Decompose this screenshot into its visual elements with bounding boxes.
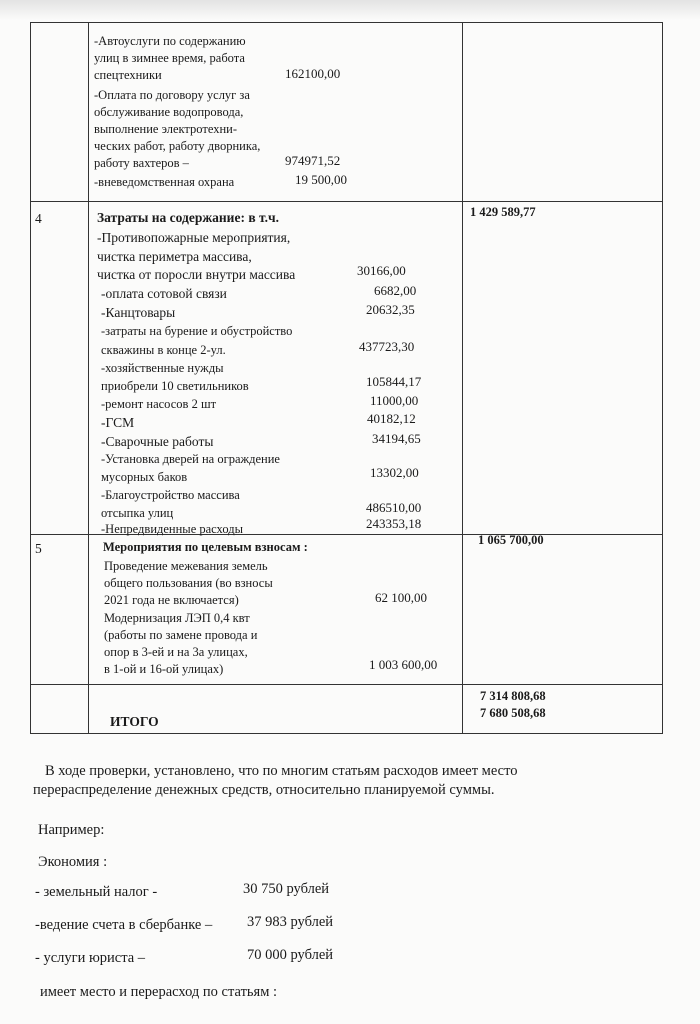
item-amount: 19 500,00: [295, 172, 347, 187]
item-line: -оплата сотовой связи: [101, 286, 227, 301]
total-label: ИТОГО: [110, 714, 159, 729]
total-value-1: 7 314 808,68: [480, 689, 546, 703]
item-line: -Сварочные работы: [101, 434, 214, 449]
item-line: обслуживание водопровода,: [94, 105, 244, 119]
item-line: -Благоустройство массива: [101, 488, 240, 502]
item-line: чистка от поросли внутри массива: [97, 267, 296, 282]
item-line: -ремонт насосов 2 шт: [101, 397, 217, 411]
example-label: Например:: [38, 822, 105, 838]
item-line: -Автоуслуги по содержанию: [94, 34, 246, 48]
item-amount: 20632,35: [366, 302, 415, 317]
item-line: мусорных баков: [101, 470, 188, 484]
item-line: -затраты на бурение и обустройство: [101, 324, 293, 338]
item-amount: 162100,00: [285, 66, 341, 81]
item-line: улиц в зимнее время, работа: [94, 51, 245, 65]
row-title: Затраты на содержание: в т.ч.: [97, 210, 279, 225]
item-amount: 30166,00: [357, 263, 406, 278]
item-amount: 6682,00: [374, 283, 417, 298]
item-amount: 1 003 600,00: [369, 657, 438, 672]
item-line: опор в 3-ей и на 3а улицах,: [104, 645, 248, 659]
finding-line: перераспределение денежных средств, относительно планируемой суммы.: [33, 782, 495, 798]
item-line: -Установка дверей на ограждение: [101, 452, 280, 466]
row-title: Мероприятия по целевым взносам :: [103, 540, 308, 554]
item-amount: 62 100,00: [375, 590, 427, 605]
finding-line: В ходе проверки, установлено, что по многим статьям расходов имеет место: [45, 763, 518, 779]
scan-shading: [0, 0, 700, 20]
item-line: ческих работ, работу дворника,: [94, 139, 261, 153]
item-line: -Противопожарные мероприятия,: [97, 230, 291, 245]
economy-label: Экономия :: [38, 854, 108, 870]
item-line: приобрели 10 светильников: [101, 379, 249, 393]
item-amount: 40182,12: [367, 411, 416, 426]
table-border-total-col: [462, 22, 463, 734]
land-tax-value: 30 750 рублей: [243, 881, 330, 897]
item-amount: 486510,00: [366, 500, 422, 515]
item-line: -ГСМ: [101, 415, 135, 430]
item-line: -хозяйственные нужды: [101, 361, 224, 375]
row-separator-total: [30, 684, 663, 685]
total-value-2: 7 680 508,68: [480, 706, 546, 720]
item-amount: 243353,18: [366, 516, 422, 531]
table-border-top: [30, 22, 663, 23]
row-number: 5: [35, 541, 42, 556]
item-line: -Оплата по договору услуг за: [94, 88, 250, 102]
item-amount: 105844,17: [366, 374, 422, 389]
item-line: отсыпка улиц: [101, 506, 174, 520]
lawyer-value: 70 000 рублей: [247, 947, 334, 963]
table-border-right: [662, 22, 663, 734]
item-line: в 1-ой и 16-ой улицах): [104, 662, 224, 676]
overspend-label: имеет место и перерасход по статьям :: [40, 984, 278, 1000]
row-total: 1 065 700,00: [478, 533, 544, 547]
item-line: 2021 года не включается): [104, 593, 239, 607]
item-line: спецтехники: [94, 68, 162, 82]
item-line: -вневедомственная охрана: [94, 175, 235, 189]
item-line: (работы по замене провода и: [104, 628, 258, 642]
bank-label: -ведение счета в сбербанке –: [35, 917, 213, 933]
item-line: выполнение электротехни-: [94, 122, 238, 136]
table-border-left: [30, 22, 31, 734]
item-amount: 13302,00: [370, 465, 419, 480]
item-amount: 437723,30: [359, 339, 415, 354]
item-line: скважины в конце 2-ул.: [101, 343, 226, 357]
row-total: 1 429 589,77: [470, 205, 536, 219]
item-line: чистка периметра массива,: [97, 249, 252, 264]
item-line: Проведение межевания земель: [104, 559, 268, 573]
item-line: Модернизация ЛЭП 0,4 квт: [104, 611, 250, 625]
item-line: общего пользования (во взносы: [104, 576, 273, 590]
lawyer-label: - услуги юриста –: [35, 950, 146, 966]
table-border-bottom: [30, 733, 663, 734]
item-amount: 974971,52: [285, 153, 341, 168]
item-line: -Канцтовары: [101, 305, 176, 320]
land-tax-label: - земельный налог -: [35, 884, 158, 900]
item-line: работу вахтеров –: [94, 156, 189, 170]
table-border-number-col: [88, 22, 89, 734]
row-number: 4: [35, 211, 42, 226]
item-amount: 34194,65: [372, 431, 421, 446]
item-line: -Непредвиденные расходы: [101, 522, 243, 536]
item-amount: 11000,00: [370, 393, 419, 408]
row-separator-4: [30, 201, 663, 202]
bank-value: 37 983 рублей: [247, 914, 334, 930]
